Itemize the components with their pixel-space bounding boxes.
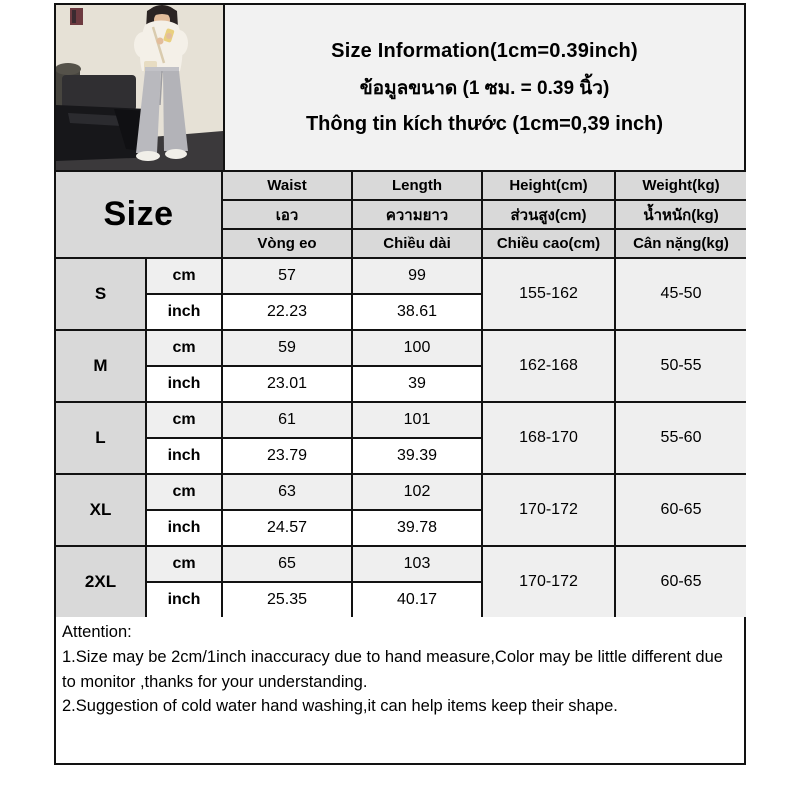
height-range: 155-162: [482, 258, 615, 330]
title-thai: ข้อมูลขนาด (1 ซม. = 0.39 นิ้ว): [359, 77, 610, 99]
unit-inch: inch: [146, 582, 222, 617]
waist-cm-value: 65: [222, 546, 352, 582]
length-inch-value: 40.17: [352, 582, 482, 617]
size-header: Size: [56, 172, 222, 258]
unit-inch: inch: [146, 438, 222, 474]
waist-cm-value: 59: [222, 330, 352, 366]
size-label-l: L: [56, 402, 146, 474]
header-height-vi: Chiều cao(cm): [482, 229, 615, 258]
waist-inch-value: 22.23: [222, 294, 352, 330]
size-chart-sheet: [54, 3, 746, 765]
header-length-en: Length: [352, 172, 482, 200]
weight-range: 50-55: [615, 330, 746, 402]
waist-inch-value: 25.35: [222, 582, 352, 617]
waist-inch-value: 23.01: [222, 366, 352, 402]
title-english: Size Information(1cm=0.39inch): [331, 39, 638, 62]
waist-inch-value: 24.57: [222, 510, 352, 546]
attention-heading: Attention:: [62, 623, 132, 641]
length-cm-value: 100: [352, 330, 482, 366]
unit-inch: inch: [146, 366, 222, 402]
unit-cm: cm: [146, 402, 222, 438]
size-label-xl: XL: [56, 474, 146, 546]
height-range: 170-172: [482, 474, 615, 546]
height-range: 162-168: [482, 330, 615, 402]
length-inch-value: 38.61: [352, 294, 482, 330]
size-information-title: [225, 5, 744, 170]
unit-cm: cm: [146, 330, 222, 366]
title-vietnamese: Thông tin kích thước (1cm=0,39 inch): [305, 112, 664, 135]
waist-cm-value: 63: [222, 474, 352, 510]
length-cm-value: 103: [352, 546, 482, 582]
unit-cm: cm: [146, 258, 222, 294]
length-cm-value: 101: [352, 402, 482, 438]
weight-range: 60-65: [615, 474, 746, 546]
product-photo-illustration: [56, 5, 223, 170]
size-label-2xl: 2XL: [56, 546, 146, 617]
header-waist-th: เอว: [222, 200, 352, 229]
header-length-vi: Chiều dài: [352, 229, 482, 258]
header-weight-th: น้ำหนัก(kg): [615, 200, 746, 229]
attention-line-1: 1.Size may be 2cm/1inch inaccuracy due to hand measure,Color may be little different due to monitor ,thanks for your understanding.: [62, 647, 723, 691]
size-row-l-cm: [56, 402, 746, 438]
waist-cm-value: 61: [222, 402, 352, 438]
length-inch-value: 39.39: [352, 438, 482, 474]
top-row: [56, 5, 744, 172]
size-table: [56, 172, 746, 617]
length-cm-value: 102: [352, 474, 482, 510]
size-label-m: M: [56, 330, 146, 402]
size-row-m-cm: [56, 330, 746, 366]
size-row-2xl-cm: [56, 546, 746, 582]
waist-inch-value: 23.79: [222, 438, 352, 474]
header-height-en: Height(cm): [482, 172, 615, 200]
header-length-th: ความยาว: [352, 200, 482, 229]
length-inch-value: 39: [352, 366, 482, 402]
header-weight-en: Weight(kg): [615, 172, 746, 200]
size-row-xl-cm: [56, 474, 746, 510]
height-range: 170-172: [482, 546, 615, 617]
waist-cm-value: 57: [222, 258, 352, 294]
weight-range: 55-60: [615, 402, 746, 474]
header-waist-vi: Vòng eo: [222, 229, 352, 258]
header-waist-en: Waist: [222, 172, 352, 200]
unit-cm: cm: [146, 546, 222, 582]
header-height-th: ส่วนสูง(cm): [482, 200, 615, 229]
weight-range: 60-65: [615, 546, 746, 617]
length-cm-value: 99: [352, 258, 482, 294]
length-inch-value: 39.78: [352, 510, 482, 546]
size-label-s: S: [56, 258, 146, 330]
attention-line-2: 2.Suggestion of cold water hand washing,it can help items keep their shape.: [62, 697, 618, 716]
product-photo: [56, 5, 225, 170]
weight-range: 45-50: [615, 258, 746, 330]
unit-inch: inch: [146, 294, 222, 330]
size-row-s-cm: [56, 258, 746, 294]
height-range: 168-170: [482, 402, 615, 474]
attention-notes: [56, 617, 744, 763]
header-weight-vi: Cân nặng(kg): [615, 229, 746, 258]
header-row-en: [56, 172, 746, 200]
unit-inch: inch: [146, 510, 222, 546]
unit-cm: cm: [146, 474, 222, 510]
